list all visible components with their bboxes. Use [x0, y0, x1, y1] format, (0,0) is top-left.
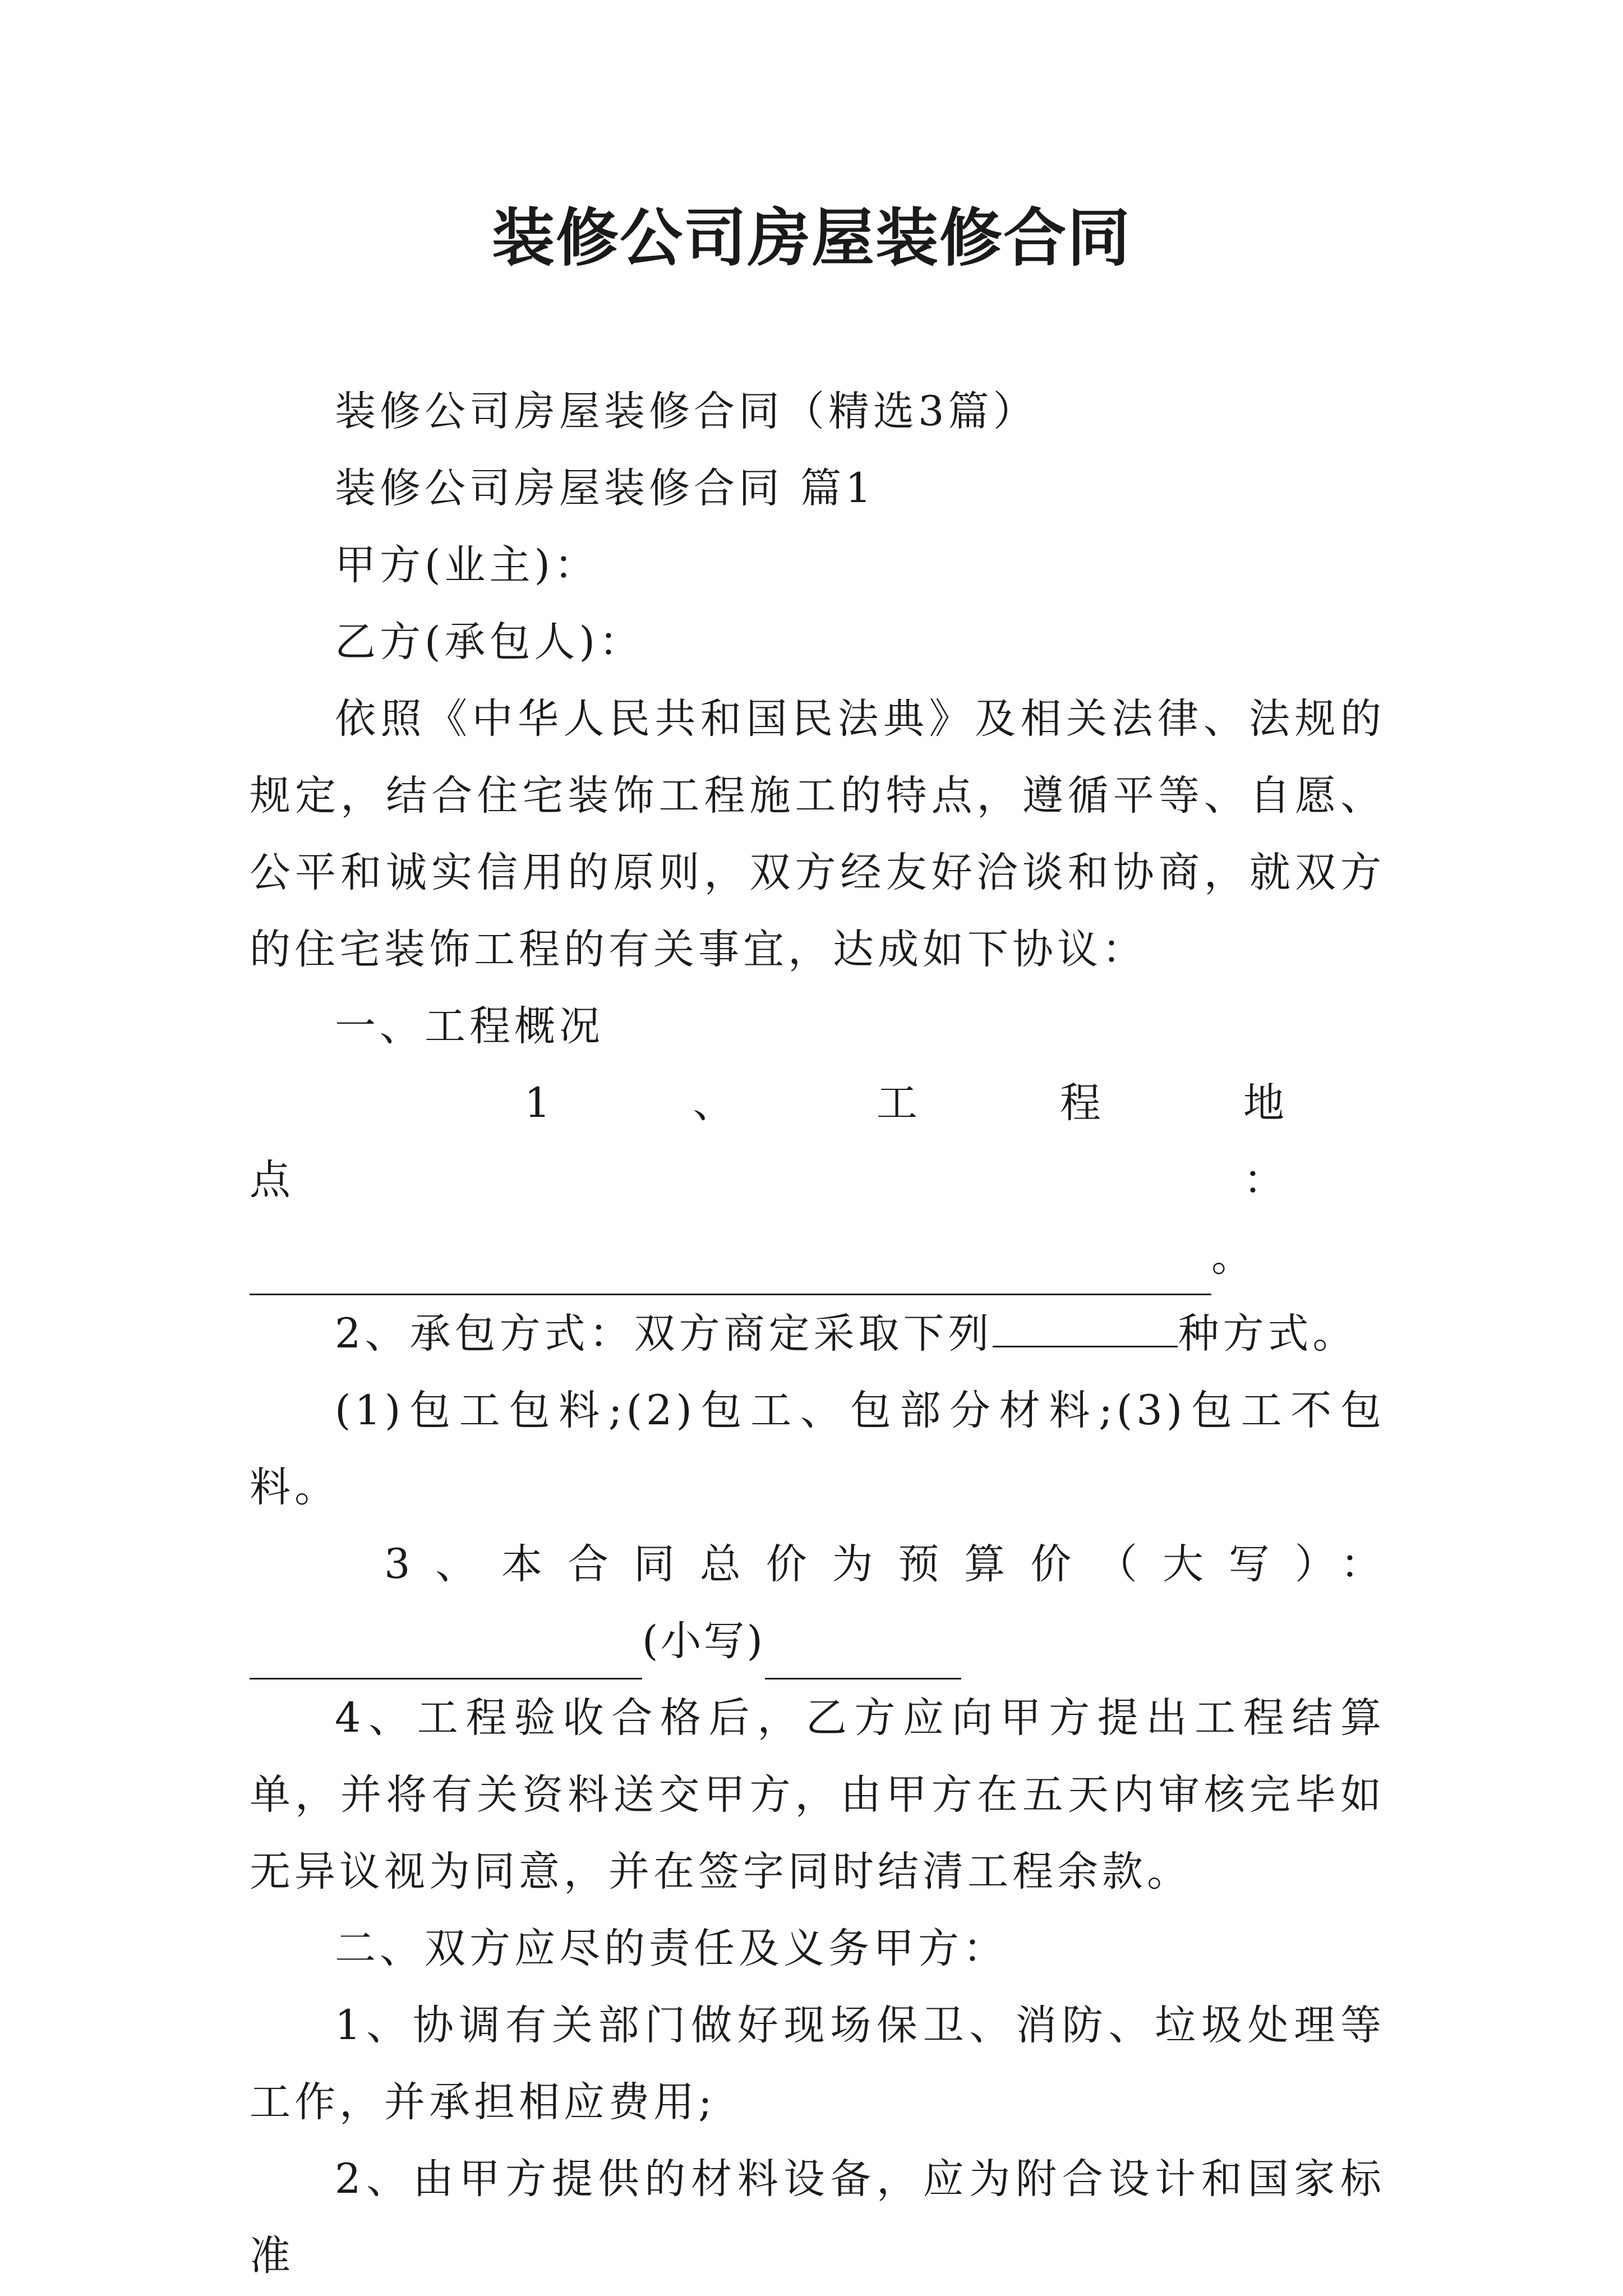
item-2-line	[250, 1295, 1385, 1372]
item-1-label	[250, 1065, 1385, 1218]
duty-1-paragraph: 1、协调有关部门做好现场保卫、消防、垃圾处理等工作，并承担相应费用;	[250, 2001, 1385, 2126]
total-price-uppercase-blank	[250, 1644, 642, 1680]
item-2-prefix: 2、承包方式：双方商定采取下列	[335, 1310, 993, 1358]
party-b-line: 乙方(承包人)：	[335, 618, 644, 666]
item-1-end: 。	[1211, 1233, 1252, 1281]
party-a-line: 甲方(业主)：	[335, 541, 599, 589]
item-2-options: (1)包工包料;(2)包工、包部分材料;(3)包工不包料。	[250, 1387, 1385, 1511]
item-1-label-text: 1、工程地点：	[250, 1079, 1385, 1204]
section-heading: 装修公司房屋装修合同 篇1	[335, 464, 875, 512]
subtitle-line: 装修公司房屋装修合同（精选3篇）	[335, 388, 1038, 435]
item-3-small-label: (小写)	[642, 1617, 765, 1665]
document-title: 装修公司房屋装修合同	[492, 202, 1131, 275]
document-body	[250, 373, 1385, 2294]
intro-paragraph: 依照《中华人民共和国民法典》及相关法律、法规的规定，结合住宅装饰工程施工的特点，遵循平等、自愿、公平和诚实信用的原则，双方经友好洽谈和协商，就双方的住宅装饰工程的有关事宜，达成如下协议：	[250, 695, 1385, 973]
item-3-blank-line	[250, 1603, 1385, 1680]
chapter-2-heading: 二、双方应尽的责任及义务甲方：	[335, 1925, 1008, 1972]
project-location-blank	[250, 1260, 1211, 1295]
contract-mode-blank	[993, 1312, 1178, 1347]
item-2-suffix: 种方式。	[1178, 1310, 1358, 1358]
item-4-paragraph: 4、工程验收合格后，乙方应向甲方提出工程结算单，并将有关资料送交甲方，由甲方在五天内审核完毕如无异议视为同意，并在签字同时结清工程余款。	[250, 1694, 1385, 1895]
item-3-label: 3、本合同总价为预算价（大写）：	[384, 1540, 1385, 1588]
total-price-lowercase-blank	[765, 1644, 961, 1680]
item-1-blank-line	[250, 1218, 1385, 1295]
duty-2-paragraph: 2、由甲方提供的材料设备，应为附合设计和国家标准	[250, 2155, 1385, 2280]
chapter-1-heading: 一、工程概况	[335, 1002, 604, 1050]
